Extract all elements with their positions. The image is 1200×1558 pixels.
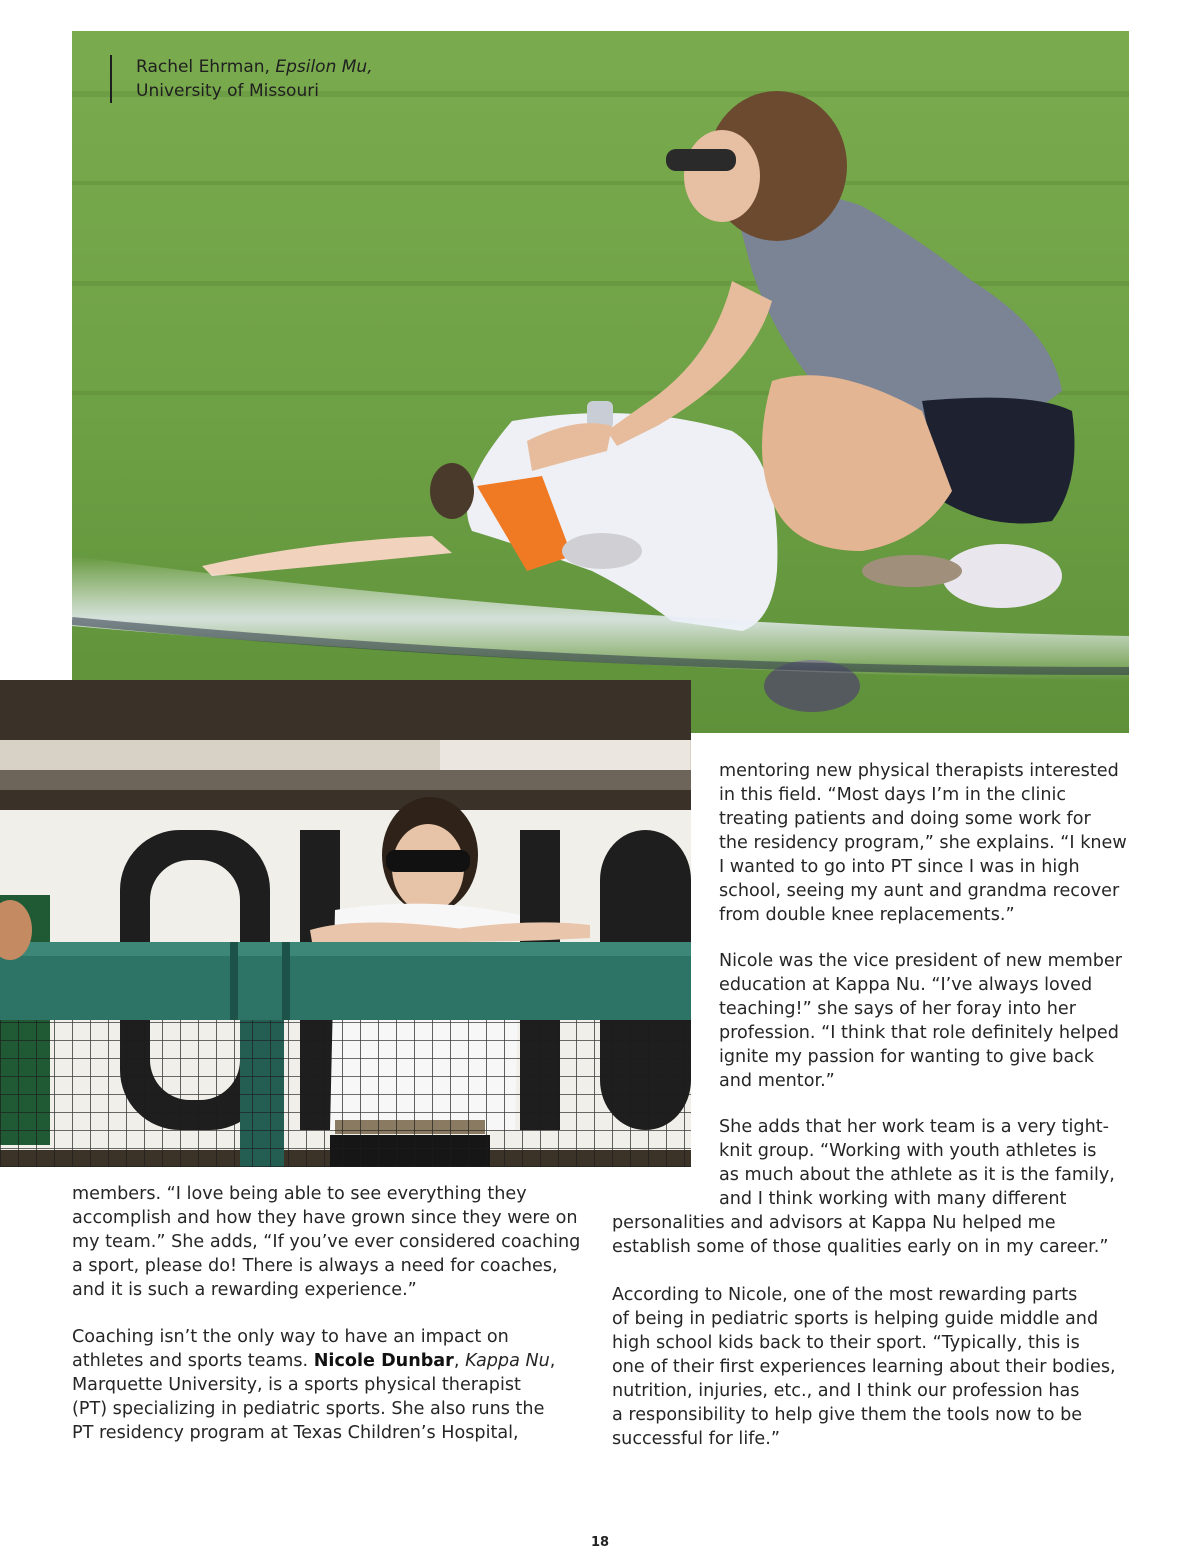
text-line: as much about the athlete as it is the family, <box>719 1165 1115 1185</box>
text-line: treating patients and doing some work for <box>719 809 1091 829</box>
text-line: high school kids back to their sport. “Typically, this is <box>612 1333 1080 1353</box>
text-line: Coaching isn’t the only way to have an impact on <box>72 1327 509 1347</box>
text-line: knit group. “Working with youth athletes is <box>719 1141 1097 1161</box>
text-line: of being in pediatric sports is helping guide middle and <box>612 1309 1099 1329</box>
person-name: Nicole Dunbar <box>313 1351 454 1371</box>
text-line: I wanted to go into PT since I was in high <box>719 857 1080 877</box>
caption-school: University of Missouri <box>136 81 319 101</box>
caption-chapter: Epsilon Mu, <box>275 57 373 77</box>
text-fragment: , <box>453 1351 466 1371</box>
text-line: and mentor.” <box>719 1071 835 1091</box>
text-line: education at Kappa Nu. “I’ve always loved <box>719 975 1093 995</box>
text-line: and I think working with many different <box>719 1189 1067 1209</box>
text-line: profession. “I think that role definitely helped <box>719 1023 1119 1043</box>
text-line: PT residency program at Texas Children’s Hospital, <box>72 1423 519 1443</box>
caption-name: Rachel Ehrman, <box>136 57 270 77</box>
text-line: nutrition, injuries, etc., and I think our profession has <box>612 1381 1080 1401</box>
text-line: personalities and advisors at Kappa Nu helped me <box>612 1213 1056 1233</box>
text-line: a sport, please do! There is always a need for coaches, <box>72 1256 558 1276</box>
caption-line-1 <box>136 55 373 79</box>
text-line: my team.” She adds, “If you’ve ever considered coaching <box>72 1232 581 1252</box>
paragraph-right-3-indented <box>719 1115 1115 1211</box>
text-line: from double knee replacements.” <box>719 905 1015 925</box>
chapter-name: Kappa Nu <box>465 1351 550 1371</box>
text-line: the residency program,” she explains. “I knew <box>719 833 1127 853</box>
text-line: and it is such a rewarding experience.” <box>72 1280 417 1300</box>
text-line: a responsibility to help give them the tools now to be <box>612 1405 1083 1425</box>
page-number: 18 <box>590 1535 610 1550</box>
paragraph-right-1 <box>719 759 1127 927</box>
paragraph-left-2 <box>72 1325 555 1445</box>
text-line: Marquette University, is a sports physical therapist <box>72 1375 521 1395</box>
text-fragment: , <box>549 1351 556 1371</box>
paragraph-right-2 <box>719 949 1122 1093</box>
photo-trainer-with-athlete <box>72 31 1129 733</box>
text-line: in this field. “Most days I’m in the clinic <box>719 785 1067 805</box>
text-line: accomplish and how they have grown since they were on <box>72 1208 578 1228</box>
text-line: (PT) specializing in pediatric sports. She also runs the <box>72 1399 545 1419</box>
text-line: According to Nicole, one of the most rewarding parts <box>612 1285 1078 1305</box>
text-line: teaching!” she says of her foray into her <box>719 999 1076 1019</box>
text-line: Nicole was the vice president of new member <box>719 951 1122 971</box>
text-fragment: athletes and sports teams. <box>72 1351 314 1371</box>
text-line: members. “I love being able to see everything they <box>72 1184 527 1204</box>
photo-caption <box>110 55 373 103</box>
text-line: school, seeing my aunt and grandma recover <box>719 881 1120 901</box>
text-line: ignite my passion for wanting to give back <box>719 1047 1094 1067</box>
paragraph-left-1 <box>72 1182 580 1302</box>
text-line <box>72 1349 555 1373</box>
text-line: establish some of those qualities early on in my career.” <box>612 1237 1109 1257</box>
text-line: one of their first experiences learning about their bodies, <box>612 1357 1116 1377</box>
paragraph-right-3-full <box>612 1211 1109 1259</box>
text-line: successful for life.” <box>612 1429 780 1449</box>
paragraph-right-4 <box>612 1283 1116 1451</box>
text-line: mentoring new physical therapists interested <box>719 761 1119 781</box>
text-line: She adds that her work team is a very tight- <box>719 1117 1109 1137</box>
photo-therapist-at-dugout <box>0 680 691 1167</box>
